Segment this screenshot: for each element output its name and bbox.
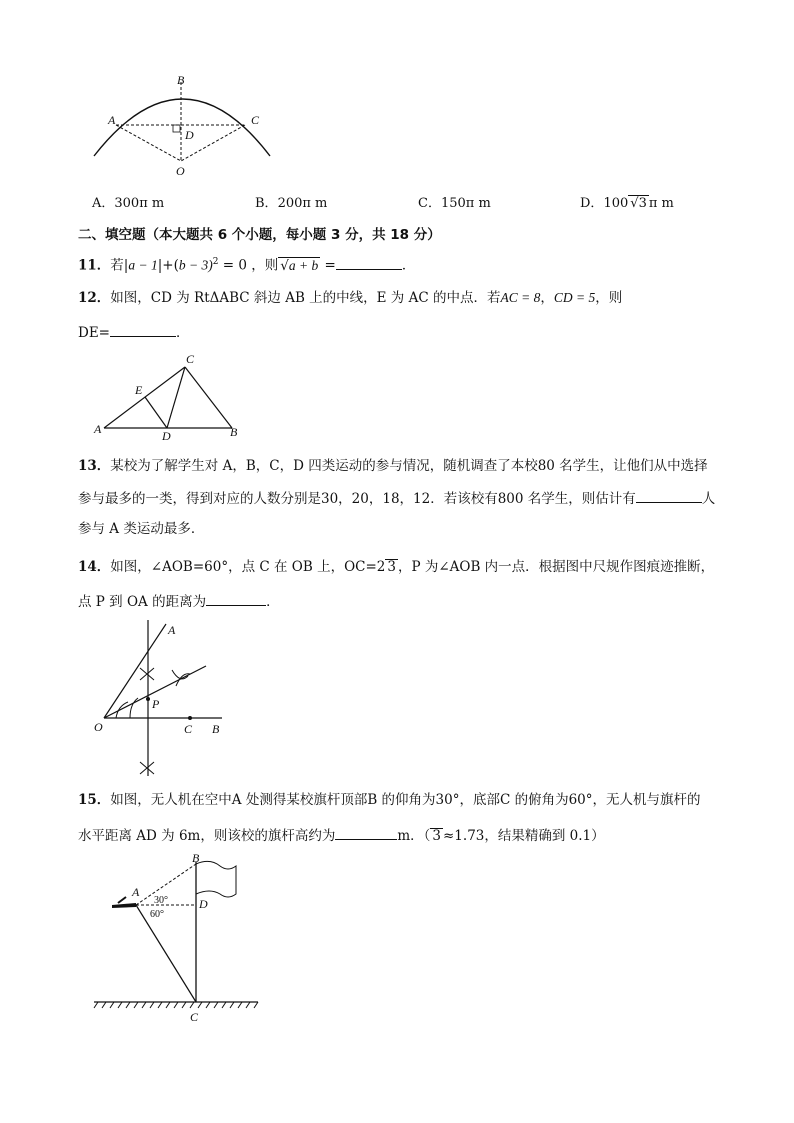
question-12-line2: DE= ．	[78, 322, 190, 343]
question-12: 12．如图，CD 为 RtΔABC 斜边 AB 上的中线，E 为 AC 的中点．若AC = 8，CD = 5，则	[78, 290, 623, 306]
option-c: C．150π m	[418, 196, 491, 211]
arc-label-o: O	[176, 164, 185, 178]
question-14-line2: 点 P 到 OA 的距离为 ．	[78, 591, 280, 612]
angle-label-c: C	[184, 722, 193, 736]
option-d: D．100 √3 π m	[580, 196, 674, 211]
angle-label-o: O	[94, 720, 103, 734]
question-14: 14．如图，∠AOB=60°，点 C 在 OB 上，OC=2 3 ，P 为∠AOB 内一点．根据图中尺规作图痕迹推断，	[78, 559, 715, 575]
question-15-line2: 水平距离 AD 为 6m，则该校的旗杆高约为 m．（ 3 ≈1.73，结果精确到 0.1）	[78, 825, 605, 846]
arc-label-c: C	[251, 113, 260, 127]
flag-label-c: C	[190, 1010, 199, 1024]
tri-label-e: E	[135, 383, 143, 397]
option-b: B．200π m	[255, 196, 328, 211]
question-13: 13．某校为了解学生对 A，B，C，D 四类运动的参与情况，随机调查了本校80 名学生，让他们从中选择	[78, 458, 708, 474]
tri-label-d: D	[162, 429, 171, 442]
arc-label-d: D	[185, 128, 194, 142]
triangle-figure	[90, 352, 245, 442]
angle-label-a: A	[168, 623, 176, 637]
question-13-line2: 参与最多的一类，得到对应的人数分别是30，20，18，12．若该校有800 名学生，则估计有 人	[78, 488, 715, 509]
tri-label-b: B	[230, 425, 238, 439]
tri-label-c: C	[186, 352, 195, 366]
arc-label-b: B	[177, 73, 185, 87]
arc-figure	[88, 72, 283, 184]
section-heading: 二、填空题（本大题共 6 个小题，每小题 3 分，共 18 分）	[78, 227, 441, 243]
question-13-line3: 参与 A 类运动最多．	[78, 521, 205, 537]
flagpole-figure	[92, 850, 264, 1025]
angle-label-b: B	[212, 722, 220, 736]
flag-label-d: D	[199, 897, 208, 911]
option-a: A．300π m	[92, 196, 165, 211]
question-11: 11．若$|a - 1|+(b - 3)^2 = 0$ ，则 √a + b = ．	[78, 252, 415, 276]
arc-label-a: A	[108, 113, 116, 127]
question-15: 15．如图，无人机在空中A 处测得某校旗杆顶部B 的仰角为30°，底部C 的俯角为60°，无人机与旗杆的	[78, 792, 701, 808]
angle-construction-figure	[88, 618, 236, 780]
angle-30-label: 30°	[154, 895, 168, 906]
angle-label-p: P	[152, 697, 160, 711]
flag-label-b: B	[192, 851, 200, 865]
flag-label-a: A	[132, 885, 140, 899]
angle-60-label: 60°	[150, 909, 164, 920]
tri-label-a: A	[94, 422, 102, 436]
